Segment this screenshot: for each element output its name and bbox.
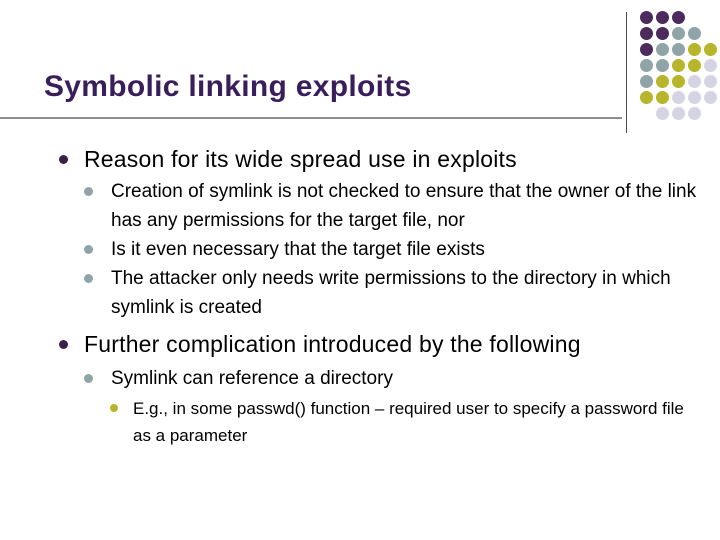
decor-dot xyxy=(688,43,701,56)
bullet-dot xyxy=(110,404,118,412)
decor-dot xyxy=(704,43,717,56)
decor-dot xyxy=(688,107,701,120)
decor-dot xyxy=(640,11,653,24)
bullet-dot xyxy=(84,274,93,283)
decor-dot xyxy=(688,91,701,104)
title-underline xyxy=(0,117,622,119)
decor-dot xyxy=(656,11,669,24)
bullet-dot xyxy=(84,245,93,254)
decor-dot xyxy=(704,75,717,88)
decor-dot xyxy=(672,11,685,24)
bullet-dot xyxy=(59,155,68,164)
decor-dot xyxy=(672,43,685,56)
decor-dot xyxy=(640,27,653,40)
decor-dot xyxy=(672,75,685,88)
bullet-reason: Reason for its wide spread use in exploits xyxy=(84,146,517,172)
slide-title: Symbolic linking exploits xyxy=(44,70,412,103)
subbullet-symlink-creation: Creation of symlink is not checked to ensure that the owner of the link has any permissions for the target file, nor xyxy=(111,181,697,231)
decor-dot xyxy=(656,59,669,72)
decor-dot xyxy=(704,59,717,72)
decor-dot xyxy=(672,59,685,72)
subbullet-reference-directory: Symlink can reference a directory xyxy=(111,368,393,389)
title-vertical-divider xyxy=(626,12,627,133)
decor-dot xyxy=(640,75,653,88)
bullet-dot xyxy=(84,374,93,383)
decor-dot xyxy=(688,59,701,72)
bullet-further-complication: Further complication introduced by the following xyxy=(84,331,581,357)
bullet-dot xyxy=(84,187,93,196)
subsubbullet-passwd-example: E.g., in some passwd() function – required user to specify a password file as a parameter xyxy=(133,399,684,445)
decor-dot xyxy=(688,75,701,88)
decor-dot xyxy=(672,107,685,120)
subbullet-write-permissions: The attacker only needs write permissions to the directory in which symlink is created xyxy=(111,268,671,318)
decor-dot xyxy=(656,91,669,104)
decor-dot xyxy=(640,59,653,72)
decor-dot xyxy=(672,27,685,40)
decor-dot xyxy=(640,91,653,104)
bullet-dot xyxy=(59,340,68,349)
decor-dot xyxy=(640,43,653,56)
subbullet-target-exists: Is it even necessary that the target file exists xyxy=(111,239,485,260)
decor-dot xyxy=(656,75,669,88)
decor-dot xyxy=(688,27,701,40)
decor-dot xyxy=(656,107,669,120)
decor-dot xyxy=(672,91,685,104)
decor-dot xyxy=(704,91,717,104)
decor-dot xyxy=(656,43,669,56)
decor-dot xyxy=(656,27,669,40)
